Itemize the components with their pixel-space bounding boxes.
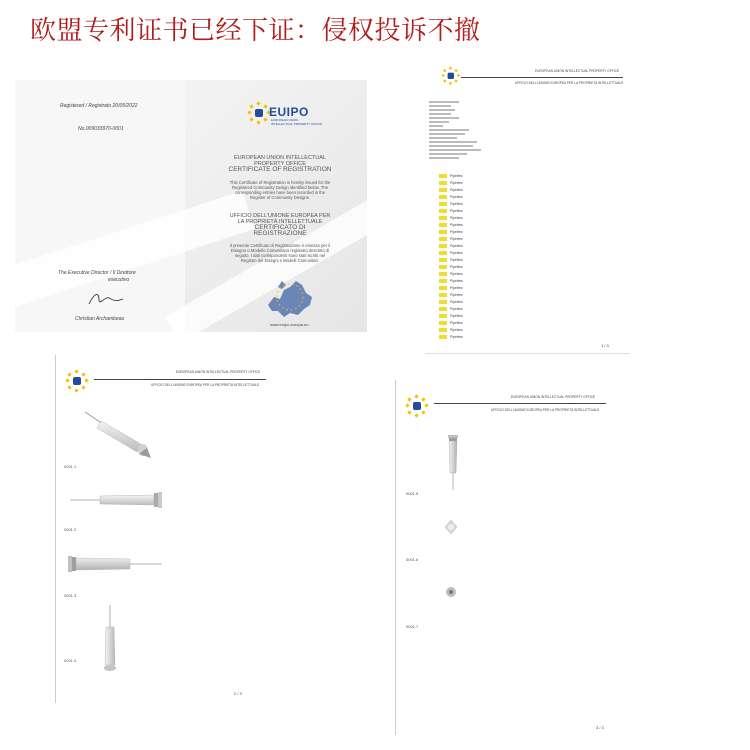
list-item <box>439 313 463 320</box>
euipo-logo-icon <box>406 395 428 417</box>
figure-caption: 0001.6 <box>406 557 419 562</box>
highlight-marker <box>439 251 447 255</box>
highlight-marker <box>439 202 447 206</box>
design-list-page <box>425 55 630 354</box>
page-headline: 欧盟专利证书已经下证：侵权投诉不撤 <box>30 16 481 46</box>
list-item-label: Pipettes <box>450 251 463 255</box>
list-item-label: Pipettes <box>450 237 463 241</box>
highlight-marker <box>439 286 447 290</box>
pipette-view-4 <box>100 605 120 675</box>
highlight-marker <box>439 244 447 248</box>
header-line-1: EUROPEAN UNION INTELLECTUAL PROPERTY OFFICE <box>535 69 620 73</box>
list-item-label: Pipettes <box>450 335 463 339</box>
list-item <box>439 264 463 271</box>
highlight-marker <box>439 174 447 178</box>
highlight-marker <box>439 279 447 283</box>
list-item <box>439 292 463 299</box>
registration-details <box>429 99 499 161</box>
list-item-label: Pipettes <box>450 195 463 199</box>
highlight-marker <box>439 188 447 192</box>
list-item <box>439 299 463 306</box>
director-title-2: esecutivo <box>108 277 130 283</box>
header-line-1: EUROPEAN UNION INTELLECTUAL PROPERTY OFFICE <box>176 370 261 374</box>
list-item-label: Pipettes <box>450 174 463 178</box>
euipo-logo-icon <box>66 370 88 392</box>
figure-caption: 0001.3 <box>64 593 77 598</box>
list-item <box>439 208 463 215</box>
certificate-english-body: This Certificate of Registration is hereby issued for the Registered Community Design identified below. The corresponding entries have been recorded in the Register of Community Designs. <box>229 180 331 200</box>
euipo-wordmark: EUIPO <box>269 105 309 119</box>
header-divider <box>434 403 606 404</box>
highlight-marker <box>439 300 447 304</box>
highlight-marker <box>439 216 447 220</box>
highlight-marker <box>439 272 447 276</box>
highlight-marker <box>439 223 447 227</box>
certificate-number: No.009033970-0001 <box>78 126 124 132</box>
list-item <box>439 187 463 194</box>
list-item <box>439 173 463 180</box>
euipo-logo-icon <box>442 67 460 85</box>
eu-map-icon <box>260 275 320 320</box>
euipo-website: www.euipo.europa.eu <box>270 322 309 327</box>
highlight-marker <box>439 209 447 213</box>
signature-icon <box>85 290 125 308</box>
highlight-marker <box>439 307 447 311</box>
registration-certificate <box>15 80 367 332</box>
list-item <box>439 250 463 257</box>
figure-caption: 0001.2 <box>64 527 77 532</box>
list-item-label: Pipettes <box>450 244 463 248</box>
highlight-marker <box>439 181 447 185</box>
list-item <box>439 306 463 313</box>
header-line-2: UFFICIO DELL'UNIONE EUROPEA PER LA PROPRIETÀ INTELLETTUALE <box>491 408 600 412</box>
list-item <box>439 215 463 222</box>
list-item <box>439 278 463 285</box>
header-line-1: EUROPEAN UNION INTELLECTUAL PROPERTY OFFICE <box>511 395 596 399</box>
highlight-marker <box>439 265 447 269</box>
list-item-label: Pipettes <box>450 181 463 185</box>
list-item-label: Pipettes <box>450 279 463 283</box>
pipette-view-7 <box>444 585 458 599</box>
highlight-marker <box>439 230 447 234</box>
highlight-marker <box>439 293 447 297</box>
list-item-label: Pipettes <box>450 202 463 206</box>
certificate-english-title: EUROPEAN UNION INTELLECTUAL PROPERTY OFFICE CERTIFICATE OF REGISTRATION <box>228 155 332 173</box>
product-indication-list <box>439 173 463 341</box>
list-item <box>439 194 463 201</box>
pipette-view-1 <box>81 410 161 460</box>
list-item-label: Pipettes <box>450 216 463 220</box>
certificate-italian-title: UFFICIO DELL'UNIONE EUROPEA PER LA PROPRIETÀ INTELLETTUALE CERTIFICATO DI REGISTRAZIONE <box>229 213 331 237</box>
list-item <box>439 285 463 292</box>
pipette-view-3 <box>66 553 166 575</box>
director-title: The Executive Director / Il Direttore <box>58 270 136 276</box>
certificate-italian-body: Il presente Certificato di Registrazione è emesso per il Disegno o Modello Comunitario registrato descritto di seguito. I dati corrispondenti sono stati iscritti nel Registro dei Disegni e Modelli Comunitari. <box>229 243 331 263</box>
list-item-label: Pipettes <box>450 188 463 192</box>
list-item <box>439 222 463 229</box>
list-item-label: Pipettes <box>450 209 463 213</box>
list-item <box>439 229 463 236</box>
pipette-view-5 <box>446 435 460 490</box>
header-divider <box>94 379 266 380</box>
highlight-marker <box>439 335 447 339</box>
euipo-logo-icon <box>248 102 270 124</box>
list-item-label: Pipettes <box>450 293 463 297</box>
list-item <box>439 243 463 250</box>
figure-caption: 0001.4 <box>64 658 77 663</box>
list-item-label: Pipettes <box>450 258 463 262</box>
list-item-label: Pipettes <box>450 321 463 325</box>
list-item-label: Pipettes <box>450 286 463 290</box>
list-item-label: Pipettes <box>450 272 463 276</box>
list-item <box>439 327 463 334</box>
list-item <box>439 257 463 264</box>
highlight-marker <box>439 195 447 199</box>
list-item <box>439 180 463 187</box>
highlight-marker <box>439 321 447 325</box>
list-item <box>439 271 463 278</box>
highlight-marker <box>439 328 447 332</box>
page-number: 1 / 3 <box>601 343 609 348</box>
list-item <box>439 334 463 341</box>
figure-caption: 0001.7 <box>406 624 419 629</box>
page-number: 3 / 3 <box>596 725 604 730</box>
page-number: 2 / 3 <box>234 691 242 696</box>
pipette-view-6 <box>441 517 461 537</box>
list-item-label: Pipettes <box>450 300 463 304</box>
design-views-page-3 <box>395 380 616 735</box>
registered-date: Registered / Registrato 20/05/2022 <box>60 103 138 109</box>
header-line-2: UFFICIO DELL'UNIONE EUROPEA PER LA PROPRIETÀ INTELLETTUALE <box>151 383 260 387</box>
list-item-label: Pipettes <box>450 265 463 269</box>
list-item-label: Pipettes <box>450 307 463 311</box>
list-item <box>439 320 463 327</box>
design-views-page-2 <box>55 355 274 703</box>
pipette-view-2 <box>68 490 168 510</box>
figure-caption: 0001.5 <box>406 491 419 496</box>
highlight-marker <box>439 314 447 318</box>
header-line-2: UFFICIO DELL'UNIONE EUROPEA PER LA PROPRIETÀ INTELLETTUALE <box>515 81 624 85</box>
list-item-label: Pipettes <box>450 314 463 318</box>
euipo-subtitle-1: EUROPEAN UNION <box>271 118 299 122</box>
signature-name: Christian Archambeau <box>75 316 125 322</box>
list-item-label: Pipettes <box>450 223 463 227</box>
list-item-label: Pipettes <box>450 230 463 234</box>
list-item <box>439 201 463 208</box>
euipo-subtitle-2: INTELLECTUAL PROPERTY OFFICE <box>271 122 322 126</box>
header-divider <box>461 77 623 78</box>
figure-caption: 0001.1 <box>64 464 77 469</box>
list-item-label: Pipettes <box>450 328 463 332</box>
highlight-marker <box>439 258 447 262</box>
list-item <box>439 236 463 243</box>
highlight-marker <box>439 237 447 241</box>
